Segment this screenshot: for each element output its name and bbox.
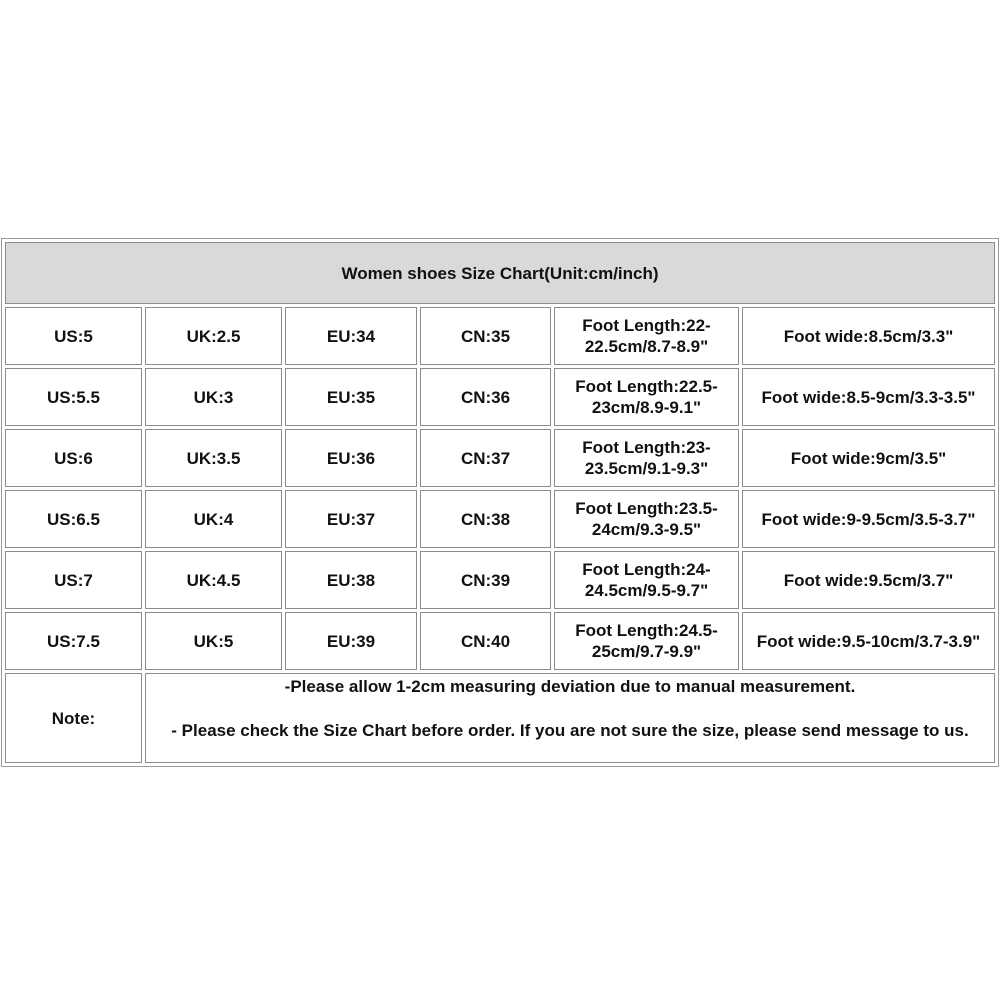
size-chart-table: [1, 238, 999, 767]
note-line-1: -Please allow 1-2cm measuring deviation due to manual measurement.: [284, 677, 856, 696]
note-spacer: [148, 698, 992, 720]
cn-size-cell: CN:39: [420, 551, 551, 609]
foot-wide-cell: Foot wide:8.5-9cm/3.3-3.5": [742, 368, 995, 426]
foot-wide-cell: Foot wide:9.5cm/3.7": [742, 551, 995, 609]
foot-wide-cell: Foot wide:9-9.5cm/3.5-3.7": [742, 490, 995, 548]
size-row: [5, 612, 995, 670]
eu-size-cell: EU:38: [285, 551, 417, 609]
foot-length-cell: Foot Length:22.5-23cm/8.9-9.1": [554, 368, 739, 426]
foot-length-cell: Foot Length:23.5-24cm/9.3-9.5": [554, 490, 739, 548]
cn-size-cell: CN:35: [420, 307, 551, 365]
note-text: [145, 673, 995, 763]
uk-size-cell: UK:3.5: [145, 429, 282, 487]
size-row: [5, 490, 995, 548]
us-size-cell: US:7.5: [5, 612, 142, 670]
note-label: Note:: [5, 673, 142, 763]
note-row: [5, 673, 995, 763]
eu-size-cell: EU:35: [285, 368, 417, 426]
uk-size-cell: UK:5: [145, 612, 282, 670]
foot-length-cell: Foot Length:23-23.5cm/9.1-9.3": [554, 429, 739, 487]
foot-length-cell: Foot Length:24-24.5cm/9.5-9.7": [554, 551, 739, 609]
uk-size-cell: UK:3: [145, 368, 282, 426]
size-row: [5, 307, 995, 365]
eu-size-cell: EU:37: [285, 490, 417, 548]
foot-wide-cell: Foot wide:9cm/3.5": [742, 429, 995, 487]
size-row: [5, 368, 995, 426]
size-row: [5, 551, 995, 609]
foot-wide-cell: Foot wide:9.5-10cm/3.7-3.9": [742, 612, 995, 670]
eu-size-cell: EU:34: [285, 307, 417, 365]
us-size-cell: US:6.5: [5, 490, 142, 548]
foot-length-cell: Foot Length:22-22.5cm/8.7-8.9": [554, 307, 739, 365]
size-row: [5, 429, 995, 487]
size-chart-body: [5, 242, 995, 763]
uk-size-cell: UK:2.5: [145, 307, 282, 365]
eu-size-cell: EU:36: [285, 429, 417, 487]
cn-size-cell: CN:38: [420, 490, 551, 548]
cn-size-cell: CN:40: [420, 612, 551, 670]
uk-size-cell: UK:4: [145, 490, 282, 548]
cn-size-cell: CN:36: [420, 368, 551, 426]
eu-size-cell: EU:39: [285, 612, 417, 670]
note-line-2: - Please check the Size Chart before order. If you are not sure the size, please send message to us.: [171, 721, 969, 740]
us-size-cell: US:5: [5, 307, 142, 365]
uk-size-cell: UK:4.5: [145, 551, 282, 609]
foot-length-cell: Foot Length:24.5-25cm/9.7-9.9": [554, 612, 739, 670]
chart-title: Women shoes Size Chart(Unit:cm/inch): [5, 242, 995, 304]
us-size-cell: US:6: [5, 429, 142, 487]
title-row: [5, 242, 995, 304]
us-size-cell: US:7: [5, 551, 142, 609]
cn-size-cell: CN:37: [420, 429, 551, 487]
us-size-cell: US:5.5: [5, 368, 142, 426]
foot-wide-cell: Foot wide:8.5cm/3.3": [742, 307, 995, 365]
